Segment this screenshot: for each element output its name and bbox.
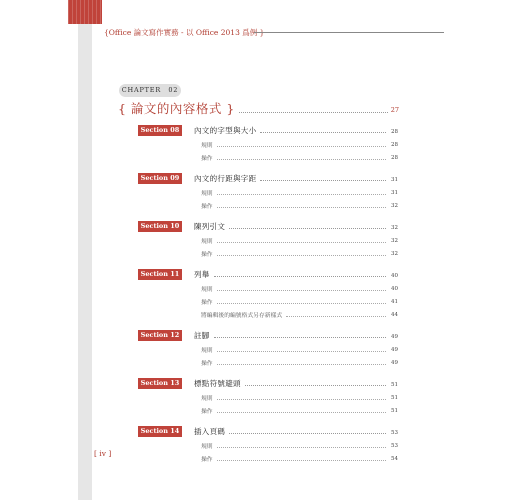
toc-section [138, 121, 398, 162]
section-gap [138, 162, 398, 168]
section-badge: Section 11 [138, 269, 182, 280]
subsection-entry[interactable] [138, 197, 398, 210]
subsection-page-number: 32 [391, 203, 398, 209]
dot-leader [217, 242, 386, 243]
section-badge: Section 12 [138, 330, 182, 341]
subsection-page-number: 51 [391, 408, 398, 414]
subsection-page-number: 31 [391, 190, 398, 196]
section-title: 列舉 [194, 270, 210, 279]
subsection-entry[interactable] [138, 437, 398, 450]
subsection-page-number: 49 [391, 347, 398, 353]
running-header: {Office 論文寫作實務 - 以 Office 2013 爲例 } [104, 28, 265, 37]
subsection-title: 將編輯後的編號格式另存新樣式 [201, 313, 283, 319]
section-entry[interactable] [138, 326, 398, 341]
subsection-entry[interactable] [138, 184, 398, 197]
toc-section [138, 217, 398, 258]
subsection-page-number: 44 [391, 312, 398, 318]
section-title: 插入頁碼 [194, 427, 226, 436]
dot-leader [217, 290, 386, 291]
section-page-number: 51 [391, 382, 398, 388]
subsection-title: 操作 [201, 156, 213, 162]
toc-section [138, 169, 398, 210]
subsection-title: 規則 [201, 287, 213, 293]
section-entry[interactable] [138, 217, 398, 232]
subsection-page-number: 40 [391, 286, 398, 292]
dot-leader [217, 146, 386, 147]
section-badge: Section 09 [138, 173, 182, 184]
dot-leader [217, 351, 386, 352]
table-of-contents [138, 120, 398, 463]
toc-section [138, 374, 398, 415]
section-gap [138, 319, 398, 325]
dot-leader [245, 385, 386, 386]
dot-leader [239, 112, 388, 113]
subsection-page-number: 53 [391, 443, 398, 449]
section-page-number: 31 [391, 177, 398, 183]
subsection-title: 操作 [201, 361, 213, 367]
subsection-page-number: 41 [391, 299, 398, 305]
subsection-title: 規則 [201, 143, 213, 149]
subsection-page-number: 49 [391, 360, 398, 366]
toc-section [138, 422, 398, 463]
subsection-title: 操作 [201, 409, 213, 415]
subsection-page-number: 54 [391, 456, 398, 462]
section-badge: Section 14 [138, 426, 182, 437]
section-gap [138, 210, 398, 216]
subsection-page-number: 51 [391, 395, 398, 401]
section-badge: Section 10 [138, 221, 182, 232]
section-badge: Section 08 [138, 125, 182, 136]
dot-leader [217, 447, 386, 448]
section-entry[interactable] [138, 422, 398, 437]
section-title: 內文的行距與字距 [194, 174, 257, 183]
subsection-title: 規則 [201, 348, 213, 354]
subsection-entry[interactable] [138, 232, 398, 245]
dot-leader [217, 364, 386, 365]
section-page-number: 49 [391, 334, 398, 340]
subsection-title: 規則 [201, 191, 213, 197]
subsection-page-number: 28 [391, 155, 398, 161]
subsection-title: 規則 [201, 396, 213, 402]
dot-leader [217, 255, 386, 256]
subsection-title: 操作 [201, 204, 213, 210]
section-page-number: 32 [391, 225, 398, 231]
dot-leader [260, 180, 386, 181]
section-title: 內文的字型與大小 [194, 126, 257, 135]
section-page-number: 53 [391, 430, 398, 436]
subsection-entry[interactable] [138, 280, 398, 293]
dot-leader [217, 159, 386, 160]
subsection-title: 規則 [201, 239, 213, 245]
subsection-entry[interactable] [138, 306, 398, 319]
section-entry[interactable] [138, 374, 398, 389]
section-entry[interactable] [138, 265, 398, 280]
subsection-title: 操作 [201, 300, 213, 306]
section-gap [138, 367, 398, 373]
subsection-entry[interactable] [138, 354, 398, 367]
dot-leader [217, 303, 386, 304]
header-rule [254, 32, 444, 33]
dot-leader [217, 207, 386, 208]
dot-leader [229, 433, 386, 434]
dot-leader [229, 228, 386, 229]
section-gap [138, 415, 398, 421]
subsection-title: 操作 [201, 457, 213, 463]
page-spine [78, 0, 92, 500]
dot-leader [217, 194, 386, 195]
subsection-entry[interactable] [138, 402, 398, 415]
chapter-page-number: 27 [390, 106, 399, 114]
dot-leader [260, 132, 386, 133]
dot-leader [286, 316, 386, 317]
dot-leader [214, 337, 386, 338]
subsection-entry[interactable] [138, 149, 398, 162]
section-title: 標點符號避頭 [194, 379, 241, 388]
page-number: [ iv ] [94, 449, 112, 458]
dot-leader [217, 399, 386, 400]
decorative-corner-block [68, 0, 102, 24]
dot-leader [217, 412, 386, 413]
toc-section [138, 265, 398, 319]
section-entry[interactable] [138, 169, 398, 184]
subsection-entry[interactable] [138, 293, 398, 306]
section-title: 註腳 [194, 331, 210, 340]
section-badge: Section 13 [138, 378, 182, 389]
section-gap [138, 258, 398, 264]
subsection-page-number: 32 [391, 238, 398, 244]
subsection-entry[interactable] [138, 450, 398, 463]
section-entry[interactable] [138, 121, 398, 136]
subsection-page-number: 28 [391, 142, 398, 148]
dot-leader [214, 276, 386, 277]
dot-leader [217, 460, 386, 461]
subsection-title: 操作 [201, 252, 213, 258]
subsection-page-number: 32 [391, 251, 398, 257]
subsection-title: 規則 [201, 444, 213, 450]
chapter-title: { 論文的內容格式 } [118, 101, 235, 116]
chapter-label: CHAPTER 02 [119, 84, 181, 97]
toc-section [138, 326, 398, 367]
subsection-entry[interactable] [138, 245, 398, 258]
section-page-number: 40 [391, 273, 398, 279]
subsection-entry[interactable] [138, 389, 398, 402]
section-page-number: 28 [391, 129, 398, 135]
subsection-entry[interactable] [138, 341, 398, 354]
chapter-entry[interactable] [118, 97, 399, 117]
section-title: 陳列引文 [194, 222, 226, 231]
subsection-entry[interactable] [138, 136, 398, 149]
